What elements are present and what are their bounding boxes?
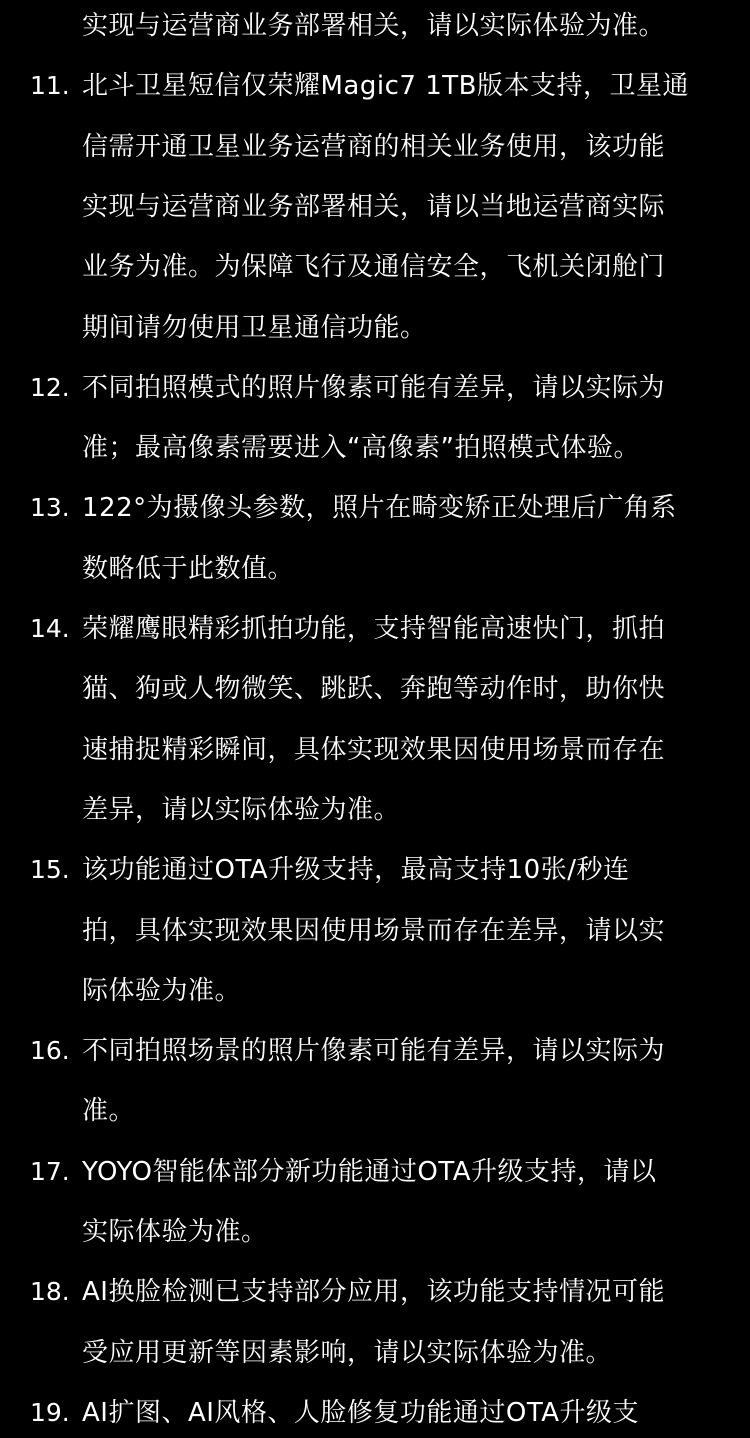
footnote-text-line: AI换脸检测已支持部分应用，该功能支持情况可能: [82, 1277, 665, 1308]
footnote-number: 12.: [30, 372, 70, 402]
footnote-text-line: 拍，具体实现效果因使用场景而存在差异，请以实: [82, 915, 666, 946]
footnote-text-line: 不同拍照模式的照片像素可能有差异，请以实际为: [82, 372, 666, 403]
footnote-number: 11.: [30, 71, 70, 101]
footnote-text-line: 际体验为准。: [82, 975, 242, 1006]
footnote-number: 13.: [30, 493, 70, 523]
footnote-text-line: 准。: [82, 1096, 136, 1127]
footnote-text-line: YOYO智能体部分新功能通过OTA升级支持，请以: [82, 1156, 657, 1187]
footnote-number: 16.: [30, 1036, 70, 1066]
footnote-text-line: 差异，请以实际体验为准。: [82, 794, 401, 825]
footnote-text-line: 数略低于此数值。: [82, 553, 295, 584]
footnote-text-line: 不同拍照场景的照片像素可能有差异，请以实际为: [82, 1036, 666, 1067]
footnote-text-line: 速捕捉精彩瞬间，具体实现效果因使用场景而存在: [82, 734, 666, 765]
footnote-text-line: 实现与运营商业务部署相关，请以实际体验为准。: [82, 11, 666, 41]
footnote-number: 19.: [30, 1397, 70, 1427]
footnote-number: 17.: [30, 1156, 70, 1186]
footnote-text-line: 准；最高像素需要进入“高像素”拍照模式体验。: [82, 433, 640, 464]
footnote-text-line: 信需开通卫星业务运营商的相关业务使用，该功能: [82, 131, 666, 162]
footnote-text-line: 业务为准。为保障飞行及通信安全，飞机关闭舱门: [82, 252, 666, 283]
footnote-text-line: 实际体验为准。: [82, 1217, 268, 1247]
footnote-text-line: 实现与运营商业务部署相关，请以当地运营商实际: [82, 191, 666, 222]
footnote-text-line: AI扩图、AI风格、人脸修复功能通过OTA升级支: [82, 1397, 640, 1428]
footnote-text-line: 北斗卫星短信仅荣耀Magic7 1TB版本支持，卫星通: [82, 71, 689, 102]
footnote-text-line: 该功能通过OTA升级支持，最高支持10张/秒连: [82, 855, 630, 886]
footnote-text-line: 猫、狗或人物微笑、跳跃、奔跑等动作时，助你快: [82, 674, 666, 705]
footnote-number: 14.: [30, 614, 70, 643]
footnote-text-line: 122°为摄像头参数，照片在畸变矫正处理后广角系: [82, 493, 677, 524]
footnote-text-line: 受应用更新等因素影响，请以实际体验为准。: [82, 1337, 613, 1368]
footnote-number: 18.: [30, 1277, 70, 1307]
footnote-number: 15.: [30, 855, 70, 885]
footnote-text-line: 期间请勿使用卫星通信功能。: [82, 312, 427, 343]
footnote-text-line: 荣耀鹰眼精彩抓拍功能，支持智能高速快门，抓拍: [82, 614, 666, 644]
